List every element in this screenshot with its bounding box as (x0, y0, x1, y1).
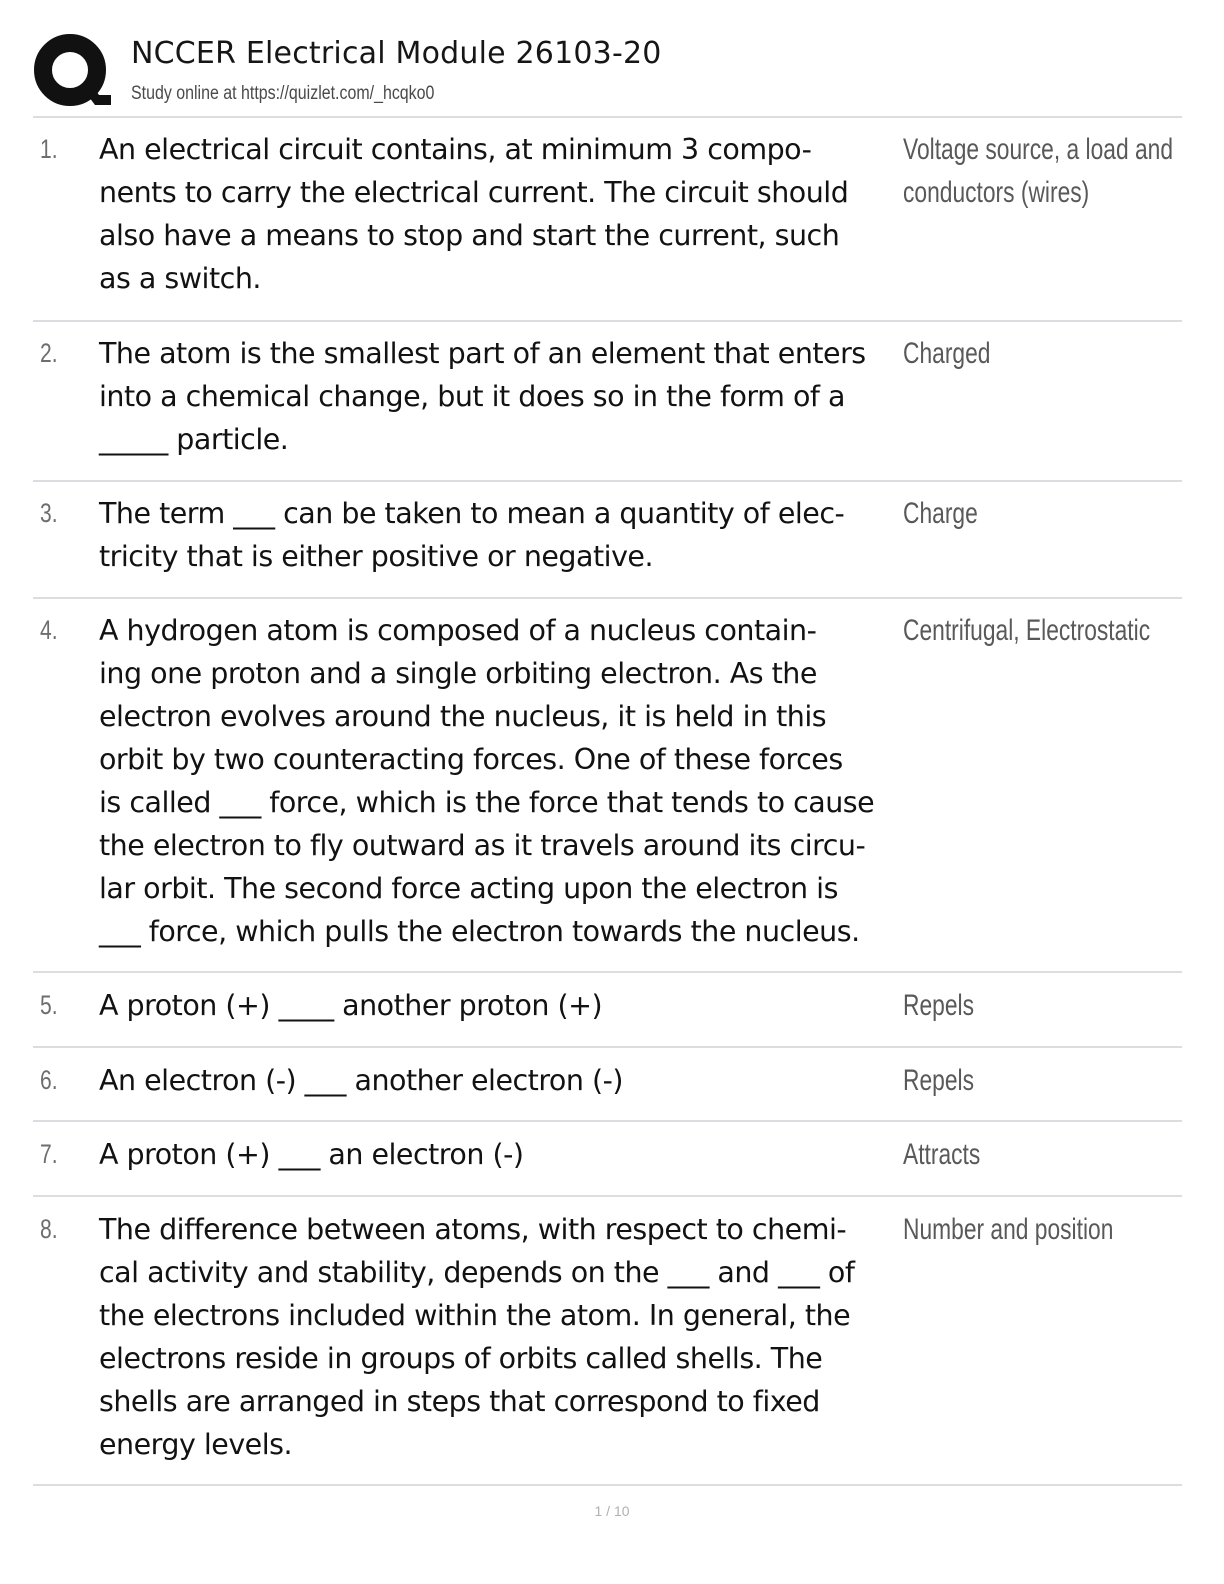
question-line: the electrons included within the atom. In general, the (99, 1299, 851, 1332)
answer-text (903, 984, 974, 1027)
item-number: 1. (40, 134, 58, 164)
question-line: shells are arranged in steps that correspond to fixed (99, 1385, 820, 1418)
item-number: 2. (40, 338, 58, 368)
question-line: An electron (-) ___ another electron (-) (99, 1064, 624, 1097)
answer-text (903, 609, 1150, 652)
divider (33, 320, 1182, 322)
question-line: the electron to fly outward as it travels around its circu- (99, 829, 866, 862)
question-line: electrons reside in groups of orbits called shells. The (99, 1342, 823, 1375)
answer-text (903, 128, 1173, 214)
quizlet-logo-icon (33, 33, 111, 111)
question-line: lar orbit. The second force acting upon the electron is (99, 872, 838, 905)
question-line: The atom is the smallest part of an element that enters (99, 337, 866, 370)
answer-line: Number and position (903, 1213, 1114, 1246)
answer-line: Centrifugal, Electrostatic (903, 614, 1151, 647)
question-text (99, 1208, 899, 1466)
answer-line: Repels (903, 989, 974, 1022)
answer-line: Voltage source, a load and (903, 133, 1174, 166)
item-number: 3. (40, 498, 58, 528)
answer-line: Repels (903, 1064, 974, 1097)
question-text (99, 332, 899, 461)
question-line: also have a means to stop and start the current, such (99, 219, 840, 252)
question-text (99, 984, 899, 1027)
divider (33, 1484, 1182, 1486)
question-line: A hydrogen atom is composed of a nucleus contain- (99, 614, 817, 647)
answer-text (903, 1133, 980, 1176)
study-online-link[interactable]: Study online at https://quizlet.com/_hcqko0 (131, 83, 435, 104)
divider (33, 116, 1182, 118)
question-line: as a switch. (99, 262, 261, 295)
answer-text (903, 332, 990, 375)
question-text (99, 609, 899, 953)
divider (33, 971, 1182, 973)
answer-line: Attracts (903, 1138, 981, 1171)
question-line: nents to carry the electrical current. The circuit should (99, 176, 849, 209)
question-line: electron evolves around the nucleus, it is held in this (99, 700, 827, 733)
page-title: NCCER Electrical Module 26103-20 (131, 36, 662, 71)
question-line: ___ force, which pulls the electron towards the nucleus. (99, 915, 860, 948)
answer-line: Charged (903, 337, 991, 370)
question-line: The term ___ can be taken to mean a quantity of elec- (99, 497, 845, 530)
divider (33, 1120, 1182, 1122)
question-line: A proton (+) ____ another proton (+) (99, 989, 603, 1022)
divider (33, 1046, 1182, 1048)
divider (33, 1195, 1182, 1197)
answer-line: Charge (903, 497, 978, 530)
item-number: 6. (40, 1065, 58, 1095)
question-text (99, 1059, 899, 1102)
question-line: tricity that is either positive or negative. (99, 540, 654, 573)
question-line: is called ___ force, which is the force that tends to cause (99, 786, 875, 819)
question-text (99, 128, 899, 300)
divider (33, 480, 1182, 482)
question-text (99, 1133, 899, 1176)
item-number: 8. (40, 1214, 58, 1244)
question-line: into a chemical change, but it does so in the form of a (99, 380, 845, 413)
question-text (99, 492, 899, 578)
answer-text (903, 492, 978, 535)
answer-line: conductors (wires) (903, 176, 1090, 209)
question-line: A proton (+) ___ an electron (-) (99, 1138, 524, 1171)
question-line: orbit by two counteracting forces. One of these forces (99, 743, 843, 776)
question-line: The difference between atoms, with respect to chemi- (99, 1213, 847, 1246)
question-line: energy levels. (99, 1428, 293, 1461)
item-number: 7. (40, 1139, 58, 1169)
answer-text (903, 1208, 1113, 1251)
page-number: 1 / 10 (594, 1503, 630, 1519)
item-number: 4. (40, 615, 58, 645)
item-number: 5. (40, 990, 58, 1020)
question-line: An electrical circuit contains, at minimum 3 compo- (99, 133, 812, 166)
question-line: ing one proton and a single orbiting electron. As the (99, 657, 817, 690)
question-line: _____ particle. (99, 423, 289, 456)
question-line: cal activity and stability, depends on the ___ and ___ of (99, 1256, 855, 1289)
answer-text (903, 1059, 974, 1102)
divider (33, 597, 1182, 599)
